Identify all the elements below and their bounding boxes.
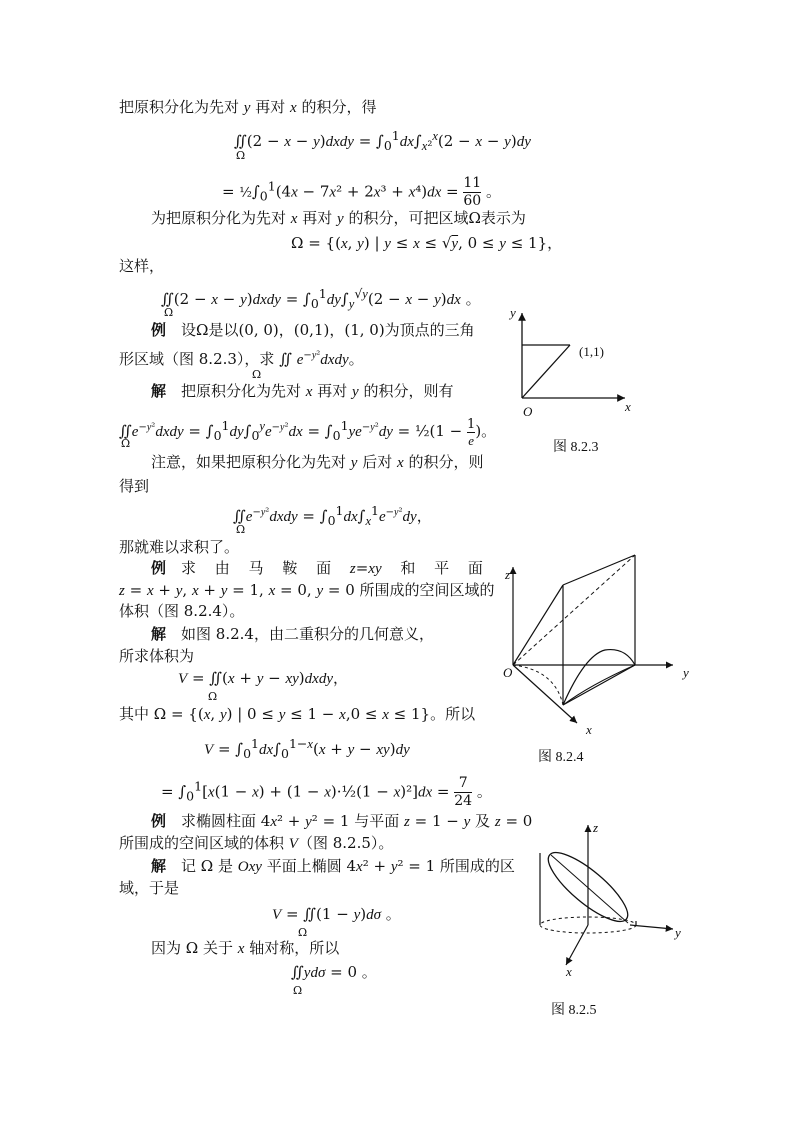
omega-sub: Ω — [164, 306, 174, 319]
text-line: 得到 — [119, 477, 150, 495]
equation: Ω = {(x, y) | y ≤ x ≤ √y, 0 ≤ y ≤ 1}， — [291, 234, 563, 252]
equation: V = ∬(x + y − xy)dxdy， — [178, 669, 348, 687]
omega-sub: Ω — [121, 437, 131, 450]
text-line: 因为 Ω 关于 x 轴对称，所以 — [151, 939, 340, 957]
text-line: 其中 Ω = {(x, y) | 0 ≤ y ≤ 1 − x,0 ≤ x ≤ 1}。所以 — [119, 705, 476, 723]
text-line: 那就难以求积了。 — [119, 538, 240, 556]
x-axis-label: x — [566, 964, 572, 979]
figure-caption: 图 8.2.4 — [538, 750, 584, 765]
text-line: 这样， — [119, 257, 165, 275]
origin-label: O — [523, 404, 533, 419]
equation: = $\frac{1}{2}\int_0^1(4x - 7x^2 + 2x^3 + x^4)dx$ = $\frac{11}{60}$ 。 — [222, 175, 501, 209]
omega-sub: Ω — [236, 523, 246, 536]
y-axis-label: y — [675, 925, 681, 940]
figure-8-2-5 — [530, 815, 680, 980]
text-line: 所围成的空间区域的体积 V（图 8.2.5）。 — [119, 834, 394, 852]
text-line: 域，于是 — [119, 879, 180, 897]
omega-sub: Ω — [293, 984, 303, 997]
text-line: 形区域（图 8.2.3），求 ∬ $e^{-y^2}dxdy$。 — [119, 350, 364, 368]
figure-caption: 图 8.2.5 — [551, 1003, 597, 1018]
z-axis-label: z — [505, 567, 511, 582]
text-line: 解 把原积分化为先对 x 再对 y 的积分，则有 — [151, 382, 454, 400]
text-line: 体积（图 8.2.4）。 — [119, 602, 245, 620]
figure-caption: 图 8.2.3 — [553, 440, 599, 455]
text-line: 解 记 Ω 是 Oxy 平面上椭圆 4x² + y² = 1 所围成的区 — [151, 857, 515, 875]
text-line: 例 设Ω是以(0, 0)，(0,1)，(1, 0)为顶点的三角 — [151, 321, 475, 339]
x-axis-label: x — [625, 399, 631, 414]
text-line: 为把原积分化为先对 x 再对 y 的积分，可把区域Ω表示为 — [151, 209, 526, 227]
omega-sub: Ω — [208, 690, 218, 703]
text-line: 把原积分化为先对 y 再对 x 的积分，得 — [119, 98, 377, 116]
x-axis-label: x — [586, 722, 592, 737]
equation: ∬(2 − x − y)dxdy = $\int_0^1dx\int_{x^2}^x(2 - x - y)dy$ — [234, 128, 531, 153]
omega-sub: Ω — [252, 368, 262, 381]
text-line: 注意，如果把原积分化为先对 y 后对 x 的积分，则 — [151, 453, 484, 471]
y-axis-label: y — [510, 305, 516, 320]
z-axis-label: z — [593, 820, 599, 835]
text-line: 例 求椭圆柱面 4x² + y² = 1 与平面 z = 1 − y 及 z = 0 — [151, 812, 533, 830]
equation: $∬e^{-y^2}dxdy = \int_0^1dy\int_0^ye^{-y^2}dx = \int_0^1ye^{-y^2}dy$ = ½(1 − $\frac{1}{e}$ )。 — [119, 416, 497, 448]
equation: $∬e^{-y^2}dxdy = \int_0^1dx\int_x^1e^{-y^2}dy$， — [233, 503, 432, 528]
figure-8-2-4 — [495, 545, 695, 730]
equation: = $\int_0^1[x(1 - x) + (1$ − x)·½(1 − x)²]dx = $\frac{7}{24}$ 。 — [161, 775, 492, 809]
text-line: 例 求 由 马 鞍 面 z=xy 和 平 面 — [151, 559, 483, 577]
text-line: 解 如图 8.2.4，由二重积分的几何意义， — [151, 625, 434, 643]
text-line: 所求体积为 — [119, 647, 195, 665]
equation: ∬ydσ = 0 。 — [291, 963, 377, 981]
text-line: z = x + y, x + y = 1, x = 0, y = 0 所围成的空间区域的 — [119, 581, 495, 599]
omega-sub: Ω — [236, 149, 246, 162]
equation: $V = \int_0^1dx\int_0^{1-x}(x + y - xy)dy$ — [204, 736, 410, 761]
y-axis-label: y — [683, 665, 689, 680]
equation: V = ∬(1 − y)dσ 。 — [272, 905, 401, 923]
origin-label: O — [503, 665, 513, 680]
figure-8-2-3 — [505, 305, 645, 420]
equation: ∬(2 − x − y)dxdy = $\int_0^1dy\int_y^{√y}(2 - x - y)dx$ 。 — [161, 286, 481, 311]
point-label: (1,1) — [579, 344, 604, 359]
omega-sub: Ω — [298, 926, 308, 939]
